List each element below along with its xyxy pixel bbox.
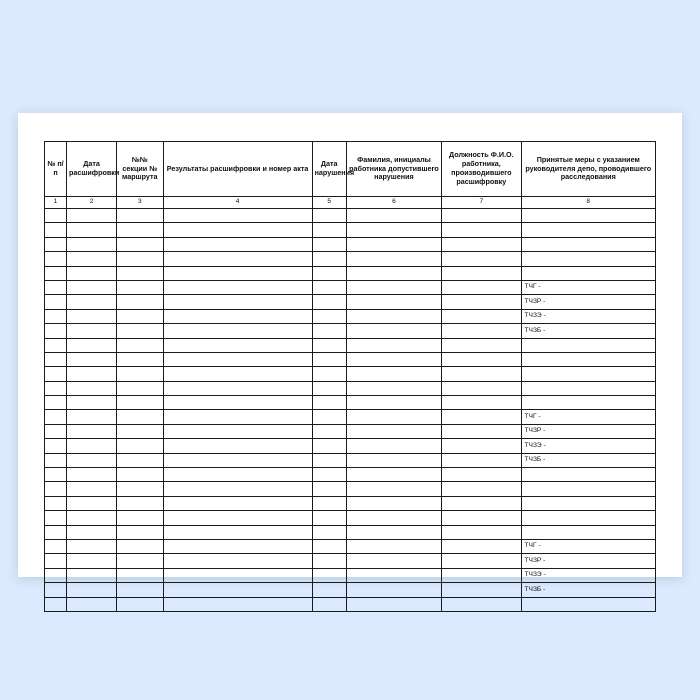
table-cell[interactable]	[442, 468, 521, 482]
table-row[interactable]	[45, 381, 656, 395]
table-cell[interactable]	[66, 352, 116, 366]
table-cell[interactable]	[312, 482, 346, 496]
table-cell[interactable]	[117, 511, 163, 525]
table-cell[interactable]	[45, 309, 67, 323]
table-cell[interactable]	[163, 280, 312, 294]
table-cell[interactable]	[117, 280, 163, 294]
table-cell[interactable]	[346, 295, 441, 309]
table-cell[interactable]	[163, 583, 312, 597]
table-cell[interactable]	[66, 410, 116, 424]
table-cell[interactable]	[163, 324, 312, 338]
table-cell[interactable]	[521, 266, 655, 280]
table-cell[interactable]: ТЧГ -	[521, 410, 655, 424]
table-cell[interactable]	[66, 252, 116, 266]
table-cell[interactable]	[163, 554, 312, 568]
table-cell[interactable]	[163, 396, 312, 410]
table-cell[interactable]	[45, 511, 67, 525]
table-row[interactable]	[45, 295, 656, 309]
column-number-row	[45, 197, 656, 209]
table-cell[interactable]	[312, 453, 346, 467]
table-cell[interactable]	[442, 482, 521, 496]
table-cell[interactable]	[117, 554, 163, 568]
table-cell[interactable]	[312, 583, 346, 597]
table-cell[interactable]	[442, 324, 521, 338]
table-row[interactable]	[45, 511, 656, 525]
table-cell[interactable]	[163, 237, 312, 251]
column-header-8: Принятые меры с указанием руководителя депо, проводившего расследования	[521, 142, 655, 197]
table-cell[interactable]	[312, 381, 346, 395]
table-cell[interactable]	[66, 324, 116, 338]
table-cell[interactable]	[346, 280, 441, 294]
table-cell[interactable]	[521, 525, 655, 539]
table-cell[interactable]	[442, 410, 521, 424]
table-cell[interactable]	[45, 381, 67, 395]
table-cell[interactable]	[45, 396, 67, 410]
table-cell[interactable]	[45, 223, 67, 237]
table-cell[interactable]	[442, 223, 521, 237]
table-cell[interactable]	[163, 568, 312, 582]
table-cell[interactable]	[163, 381, 312, 395]
table-cell[interactable]	[346, 597, 441, 611]
table-cell[interactable]	[312, 525, 346, 539]
table-row[interactable]	[45, 597, 656, 611]
table-row[interactable]	[45, 352, 656, 366]
table-cell[interactable]	[312, 539, 346, 553]
table-cell[interactable]	[45, 468, 67, 482]
table-cell[interactable]	[117, 439, 163, 453]
table-cell[interactable]	[442, 525, 521, 539]
table-cell[interactable]	[346, 396, 441, 410]
table-cell[interactable]	[117, 223, 163, 237]
table-cell[interactable]	[163, 209, 312, 223]
table-cell[interactable]	[66, 453, 116, 467]
table-cell[interactable]	[66, 424, 116, 438]
table-cell[interactable]	[66, 482, 116, 496]
table-cell[interactable]	[163, 453, 312, 467]
table-row[interactable]	[45, 324, 656, 338]
table-cell[interactable]	[45, 554, 67, 568]
table-cell[interactable]	[163, 424, 312, 438]
table-cell[interactable]	[442, 539, 521, 553]
table-row[interactable]	[45, 539, 656, 553]
table-row[interactable]	[45, 396, 656, 410]
table-cell[interactable]	[117, 539, 163, 553]
table-body	[45, 209, 656, 612]
table-cell[interactable]: ТЧЗБ -	[521, 324, 655, 338]
table-cell[interactable]	[45, 439, 67, 453]
table-cell[interactable]	[117, 525, 163, 539]
table-cell[interactable]	[117, 237, 163, 251]
table-cell[interactable]	[346, 525, 441, 539]
table-cell[interactable]	[45, 209, 67, 223]
table-cell[interactable]	[346, 468, 441, 482]
table-cell[interactable]	[442, 252, 521, 266]
table-cell[interactable]: ТЧЗЭ -	[521, 309, 655, 323]
table-cell[interactable]	[45, 410, 67, 424]
table-cell[interactable]	[45, 539, 67, 553]
table-cell[interactable]	[163, 511, 312, 525]
table-cell[interactable]	[312, 439, 346, 453]
table-cell[interactable]	[117, 295, 163, 309]
table-cell[interactable]	[163, 496, 312, 510]
table-cell[interactable]	[45, 453, 67, 467]
table-row[interactable]	[45, 453, 656, 467]
table-cell[interactable]	[66, 583, 116, 597]
table-cell[interactable]	[66, 539, 116, 553]
column-number-6: 6	[346, 197, 441, 209]
column-number-4: 4	[163, 197, 312, 209]
table-cell[interactable]	[442, 309, 521, 323]
table-cell[interactable]	[66, 295, 116, 309]
table-cell[interactable]	[117, 266, 163, 280]
table-cell[interactable]	[346, 482, 441, 496]
table-cell[interactable]	[442, 396, 521, 410]
table-cell[interactable]	[346, 352, 441, 366]
table-cell[interactable]	[163, 352, 312, 366]
table-cell[interactable]	[346, 338, 441, 352]
table-cell[interactable]	[45, 324, 67, 338]
table-cell[interactable]	[117, 309, 163, 323]
table-cell[interactable]	[346, 410, 441, 424]
table-cell[interactable]	[45, 525, 67, 539]
column-header-7: Должность Ф.И.О. работника, производившего расшифровку	[442, 142, 521, 197]
table-cell[interactable]	[117, 496, 163, 510]
table-cell[interactable]	[442, 338, 521, 352]
table-cell[interactable]	[312, 597, 346, 611]
table-cell[interactable]	[66, 439, 116, 453]
table-row[interactable]	[45, 223, 656, 237]
table-cell[interactable]	[117, 352, 163, 366]
table-cell[interactable]	[45, 295, 67, 309]
table-cell[interactable]	[346, 237, 441, 251]
table-cell[interactable]	[312, 295, 346, 309]
document-page	[18, 113, 682, 593]
table-cell[interactable]	[66, 381, 116, 395]
table-cell[interactable]	[346, 309, 441, 323]
column-header-1: № п/п	[45, 142, 67, 197]
table-cell[interactable]	[45, 252, 67, 266]
table-row[interactable]	[45, 309, 656, 323]
table-cell[interactable]	[442, 453, 521, 467]
table-cell[interactable]	[66, 237, 116, 251]
table-cell[interactable]	[163, 468, 312, 482]
table-cell[interactable]	[312, 367, 346, 381]
table-cell[interactable]	[117, 324, 163, 338]
column-number-5: 5	[312, 197, 346, 209]
table-row[interactable]	[45, 237, 656, 251]
table-row[interactable]	[45, 252, 656, 266]
table-cell[interactable]	[521, 482, 655, 496]
table-cell[interactable]	[521, 223, 655, 237]
table-cell[interactable]	[312, 496, 346, 510]
table-row[interactable]	[45, 525, 656, 539]
table-cell[interactable]	[346, 266, 441, 280]
table-cell[interactable]: ТЧЗР -	[521, 424, 655, 438]
table-cell[interactable]	[442, 554, 521, 568]
table-cell[interactable]	[442, 209, 521, 223]
column-number-7: 7	[442, 197, 521, 209]
table-cell[interactable]	[312, 252, 346, 266]
table-cell[interactable]	[442, 381, 521, 395]
table-cell[interactable]	[442, 511, 521, 525]
table-cell[interactable]	[312, 338, 346, 352]
table-cell[interactable]	[66, 309, 116, 323]
column-number-3: 3	[117, 197, 163, 209]
table-cell[interactable]	[45, 496, 67, 510]
table-cell[interactable]	[66, 597, 116, 611]
table-row[interactable]	[45, 410, 656, 424]
table-cell[interactable]	[312, 237, 346, 251]
table-cell[interactable]	[163, 309, 312, 323]
table-cell[interactable]	[521, 209, 655, 223]
table-cell[interactable]	[442, 496, 521, 510]
table-row[interactable]	[45, 554, 656, 568]
table-cell[interactable]	[117, 252, 163, 266]
table-cell[interactable]	[117, 482, 163, 496]
table-cell[interactable]	[45, 583, 67, 597]
table-cell[interactable]	[346, 554, 441, 568]
table-cell[interactable]	[163, 252, 312, 266]
table-row[interactable]	[45, 482, 656, 496]
table-cell[interactable]	[346, 324, 441, 338]
table-cell[interactable]	[312, 309, 346, 323]
table-cell[interactable]	[163, 295, 312, 309]
table-row[interactable]	[45, 583, 656, 597]
table-cell[interactable]	[521, 597, 655, 611]
table-cell[interactable]	[163, 223, 312, 237]
table-cell[interactable]	[521, 381, 655, 395]
table-cell[interactable]	[312, 468, 346, 482]
table-cell[interactable]	[45, 597, 67, 611]
table-cell[interactable]	[346, 209, 441, 223]
table-cell[interactable]	[45, 352, 67, 366]
table-cell[interactable]	[66, 496, 116, 510]
table-cell[interactable]	[521, 352, 655, 366]
table-cell[interactable]: ТЧЗР -	[521, 295, 655, 309]
table-cell[interactable]	[66, 209, 116, 223]
table-cell[interactable]: ТЧЗЭ -	[521, 439, 655, 453]
table-cell[interactable]	[312, 223, 346, 237]
table-cell[interactable]	[346, 583, 441, 597]
table-cell[interactable]: ТЧЗБ -	[521, 453, 655, 467]
table-cell[interactable]	[442, 424, 521, 438]
table-cell[interactable]	[117, 597, 163, 611]
column-number-8: 8	[521, 197, 655, 209]
table-cell[interactable]	[117, 583, 163, 597]
table-row[interactable]	[45, 439, 656, 453]
table-cell[interactable]	[346, 539, 441, 553]
table-cell[interactable]	[163, 410, 312, 424]
table-cell[interactable]	[66, 525, 116, 539]
table-cell[interactable]	[66, 396, 116, 410]
table-cell[interactable]	[66, 568, 116, 582]
table-cell[interactable]	[346, 453, 441, 467]
table-cell[interactable]	[312, 511, 346, 525]
table-cell[interactable]	[521, 252, 655, 266]
table-cell[interactable]	[521, 396, 655, 410]
table-cell[interactable]	[521, 511, 655, 525]
table-cell[interactable]	[163, 525, 312, 539]
column-header-4: Результаты расшифровки и номер акта	[163, 142, 312, 197]
table-cell[interactable]	[45, 367, 67, 381]
column-header-3: №№ секции № маршрута	[117, 142, 163, 197]
table-cell[interactable]	[442, 280, 521, 294]
table-cell[interactable]	[346, 252, 441, 266]
table-cell[interactable]	[163, 338, 312, 352]
table-cell[interactable]	[66, 338, 116, 352]
column-header-6: Фамилия, инициалы работника допустившего нарушения	[346, 142, 441, 197]
table-cell[interactable]	[45, 266, 67, 280]
table-cell[interactable]	[66, 266, 116, 280]
table-cell[interactable]	[117, 396, 163, 410]
journal-table	[44, 141, 656, 612]
table-cell[interactable]	[442, 597, 521, 611]
table-row[interactable]	[45, 424, 656, 438]
table-cell[interactable]	[346, 223, 441, 237]
table-cell[interactable]	[521, 468, 655, 482]
table-cell[interactable]	[66, 223, 116, 237]
table-cell[interactable]	[312, 209, 346, 223]
table-cell[interactable]	[521, 367, 655, 381]
table-cell[interactable]	[442, 367, 521, 381]
table-cell[interactable]: ТЧЗЭ -	[521, 568, 655, 582]
table-cell[interactable]	[442, 352, 521, 366]
table-cell[interactable]: ТЧЗР -	[521, 554, 655, 568]
table-cell[interactable]	[117, 338, 163, 352]
table-row[interactable]	[45, 280, 656, 294]
table-cell[interactable]	[117, 209, 163, 223]
table-cell[interactable]	[521, 338, 655, 352]
table-cell[interactable]	[312, 396, 346, 410]
table-cell[interactable]	[346, 568, 441, 582]
table-cell[interactable]	[442, 439, 521, 453]
journal-sheet	[44, 141, 656, 593]
table-row[interactable]	[45, 496, 656, 510]
table-cell[interactable]	[346, 496, 441, 510]
table-row[interactable]	[45, 209, 656, 223]
table-cell[interactable]	[66, 468, 116, 482]
table-cell[interactable]	[163, 597, 312, 611]
table-cell[interactable]	[521, 496, 655, 510]
table-cell[interactable]	[346, 439, 441, 453]
table-cell[interactable]	[117, 468, 163, 482]
table-cell[interactable]	[442, 237, 521, 251]
table-cell[interactable]	[346, 367, 441, 381]
table-cell[interactable]	[442, 583, 521, 597]
table-cell[interactable]	[66, 554, 116, 568]
table-cell[interactable]	[117, 424, 163, 438]
table-cell[interactable]	[312, 280, 346, 294]
column-header-5: Дата нарушения	[312, 142, 346, 197]
column-number-2: 2	[66, 197, 116, 209]
table-cell[interactable]	[66, 511, 116, 525]
table-cell[interactable]	[45, 482, 67, 496]
table-cell[interactable]	[312, 424, 346, 438]
table-cell[interactable]	[163, 482, 312, 496]
table-cell[interactable]	[163, 367, 312, 381]
table-cell[interactable]: ТЧГ -	[521, 280, 655, 294]
table-cell[interactable]	[312, 410, 346, 424]
table-cell[interactable]	[346, 511, 441, 525]
table-cell[interactable]	[45, 237, 67, 251]
table-cell[interactable]	[163, 266, 312, 280]
table-cell[interactable]	[66, 367, 116, 381]
table-cell[interactable]: ТЧЗБ -	[521, 583, 655, 597]
table-cell[interactable]	[312, 568, 346, 582]
table-row[interactable]	[45, 266, 656, 280]
table-cell[interactable]	[117, 381, 163, 395]
table-cell[interactable]	[117, 453, 163, 467]
table-cell[interactable]	[346, 424, 441, 438]
table-cell[interactable]	[66, 280, 116, 294]
table-cell[interactable]	[312, 324, 346, 338]
table-row[interactable]	[45, 468, 656, 482]
table-cell[interactable]	[442, 295, 521, 309]
table-cell[interactable]	[163, 439, 312, 453]
table-row[interactable]	[45, 568, 656, 582]
table-cell[interactable]	[442, 568, 521, 582]
table-cell[interactable]	[312, 352, 346, 366]
table-cell[interactable]	[312, 554, 346, 568]
column-number-1: 1	[45, 197, 67, 209]
table-cell[interactable]	[521, 237, 655, 251]
header-row	[45, 142, 656, 197]
table-header	[45, 142, 656, 209]
table-cell[interactable]	[117, 410, 163, 424]
table-cell[interactable]	[163, 539, 312, 553]
table-cell[interactable]	[442, 266, 521, 280]
table-cell[interactable]	[45, 568, 67, 582]
table-cell[interactable]	[45, 338, 67, 352]
table-cell[interactable]: ТЧГ -	[521, 539, 655, 553]
table-cell[interactable]	[117, 568, 163, 582]
table-cell[interactable]	[346, 381, 441, 395]
table-cell[interactable]	[45, 280, 67, 294]
table-row[interactable]	[45, 338, 656, 352]
table-cell[interactable]	[312, 266, 346, 280]
table-cell[interactable]	[117, 367, 163, 381]
column-header-2: Дата расшифровки	[66, 142, 116, 197]
table-cell[interactable]	[45, 424, 67, 438]
table-row[interactable]	[45, 367, 656, 381]
